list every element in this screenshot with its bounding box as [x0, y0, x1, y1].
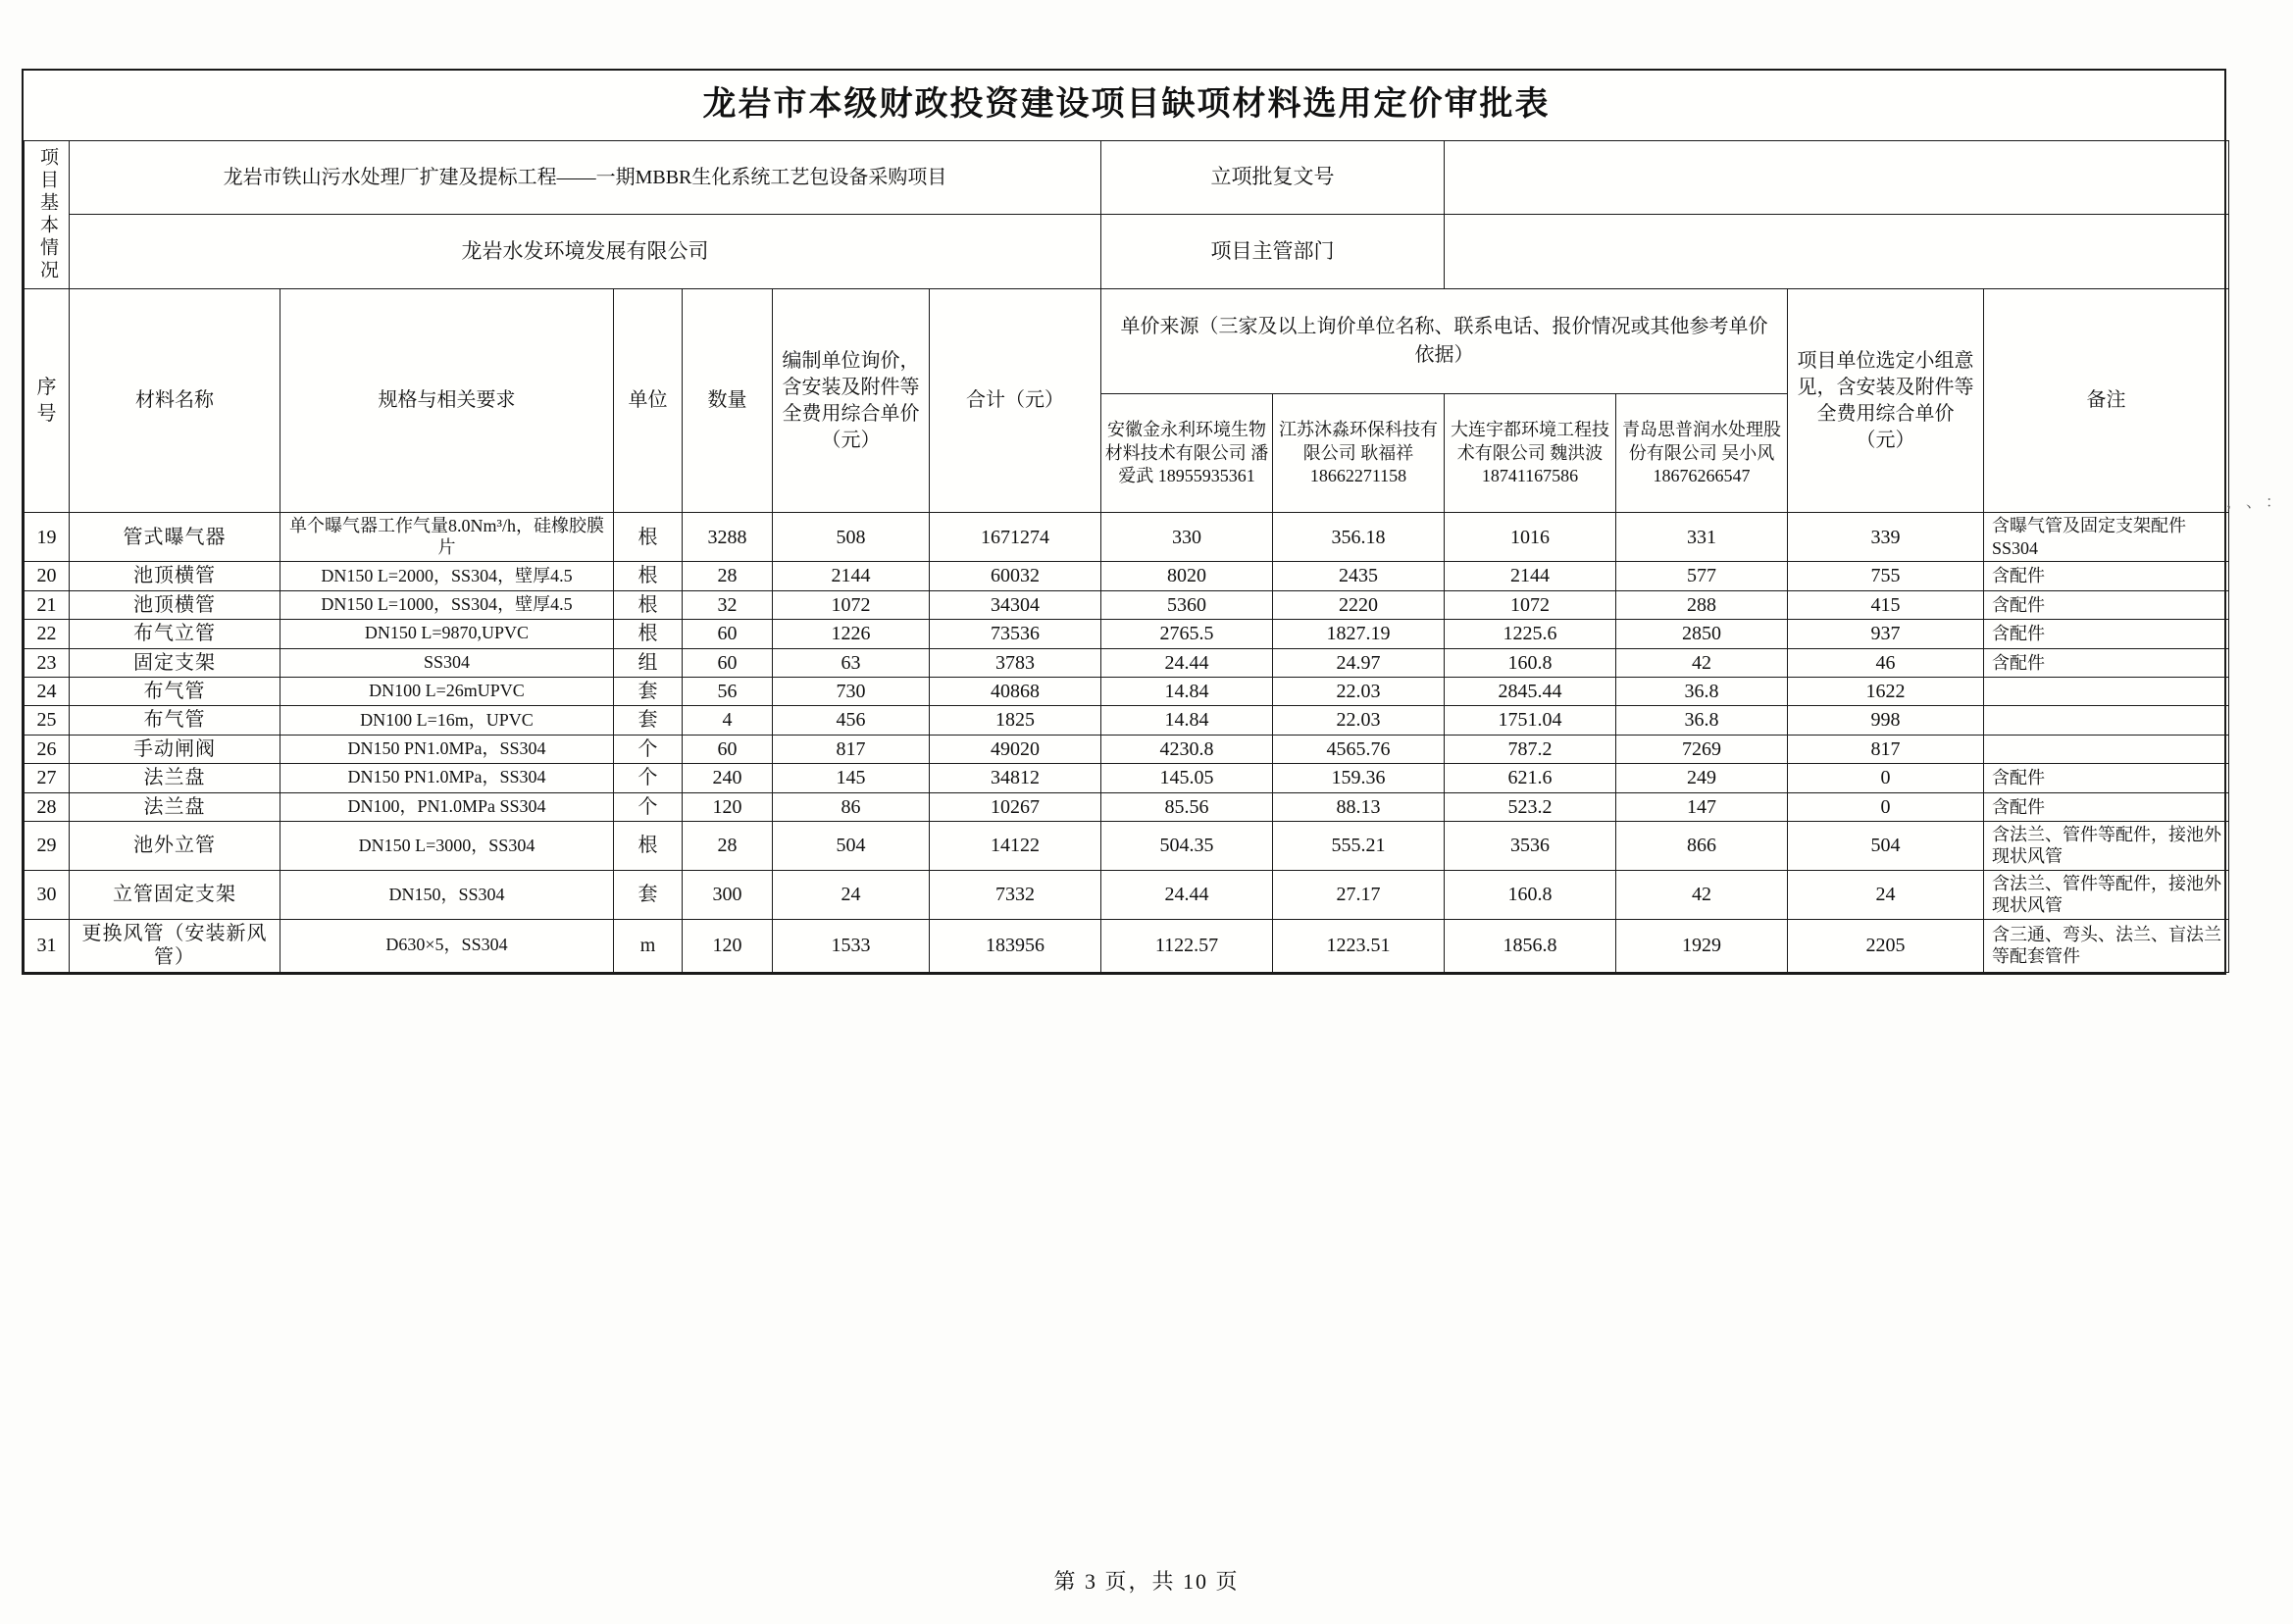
cell-selected-price: 1622	[1788, 678, 1984, 706]
cell-total: 34812	[930, 764, 1101, 792]
header-price-source: 单价来源（三家及以上询价单位名称、联系电话、报价情况或其他参考单价依据）	[1101, 289, 1788, 394]
cell-remark: 含配件	[1984, 792, 2229, 821]
cell-quote-3: 2144	[1445, 562, 1616, 590]
cell-quote-3: 160.8	[1445, 870, 1616, 919]
cell-material-name: 手动闸阀	[70, 735, 280, 763]
cell-quote-2: 88.13	[1273, 792, 1445, 821]
cell-spec: DN150 L=9870,UPVC	[280, 620, 614, 648]
cell-quote-3: 787.2	[1445, 735, 1616, 763]
cell-quote-2: 555.21	[1273, 821, 1445, 870]
cell-unit: 根	[614, 513, 683, 562]
cell-qty: 56	[683, 678, 773, 706]
cell-selected-price: 2205	[1788, 919, 1984, 972]
cell-selected-price: 755	[1788, 562, 1984, 590]
cell-selected-price: 817	[1788, 735, 1984, 763]
cell-total: 73536	[930, 620, 1101, 648]
cell-quote-2: 356.18	[1273, 513, 1445, 562]
cell-qty: 28	[683, 821, 773, 870]
cell-quote-1: 85.56	[1101, 792, 1273, 821]
cell-total: 183956	[930, 919, 1101, 972]
header-remark: 备注	[1984, 289, 2229, 513]
cell-quote-4: 577	[1616, 562, 1788, 590]
cell-qty: 240	[683, 764, 773, 792]
header-total: 合计（元）	[930, 289, 1101, 513]
cell-material-name: 布气管	[70, 678, 280, 706]
cell-seq: 19	[25, 513, 70, 562]
header-comp-unit-price: 编制单位询价，含安装及附件等全费用综合单价（元）	[773, 289, 930, 513]
cell-comp-unit-price: 2144	[773, 562, 930, 590]
table-row	[25, 735, 2229, 763]
table-row	[25, 513, 2229, 562]
cell-comp-unit-price: 1533	[773, 919, 930, 972]
cell-spec: DN150 PN1.0MPa，SS304	[280, 764, 614, 792]
cell-unit: 根	[614, 620, 683, 648]
cell-unit: 根	[614, 821, 683, 870]
cell-spec: DN150 L=3000，SS304	[280, 821, 614, 870]
cell-quote-3: 2845.44	[1445, 678, 1616, 706]
cell-total: 40868	[930, 678, 1101, 706]
cell-quote-1: 14.84	[1101, 678, 1273, 706]
dept-value	[1445, 215, 2229, 289]
project-name-value: 龙岩市铁山污水处理厂扩建及提标工程——一期MBBR生化系统工艺包设备采购项目	[70, 141, 1101, 215]
cell-comp-unit-price: 1226	[773, 620, 930, 648]
cell-quote-3: 1751.04	[1445, 706, 1616, 735]
table-row	[25, 562, 2229, 590]
cell-quote-4: 36.8	[1616, 678, 1788, 706]
cell-selected-price: 415	[1788, 590, 1984, 619]
cell-quote-2: 4565.76	[1273, 735, 1445, 763]
cell-quote-1: 145.05	[1101, 764, 1273, 792]
cell-quote-3: 1225.6	[1445, 620, 1616, 648]
cell-remark: 含法兰、管件等配件，接池外现状风管	[1984, 870, 2229, 919]
cell-remark: 含法兰、管件等配件，接池外现状风管	[1984, 821, 2229, 870]
cell-material-name: 管式曝气器	[70, 513, 280, 562]
cell-remark	[1984, 706, 2229, 735]
cell-qty: 300	[683, 870, 773, 919]
cell-material-name: 更换风管（安装新风管）	[70, 919, 280, 972]
cell-quote-4: 331	[1616, 513, 1788, 562]
cell-comp-unit-price: 508	[773, 513, 930, 562]
cell-selected-price: 504	[1788, 821, 1984, 870]
table-row	[25, 706, 2229, 735]
header-spec: 规格与相关要求	[280, 289, 614, 513]
cell-material-name: 法兰盘	[70, 764, 280, 792]
cell-comp-unit-price: 456	[773, 706, 930, 735]
cell-remark: 含配件	[1984, 764, 2229, 792]
approval-table	[24, 71, 2229, 973]
cell-spec: DN150 L=2000，SS304，壁厚4.5	[280, 562, 614, 590]
cell-quote-2: 159.36	[1273, 764, 1445, 792]
header-material-name: 材料名称	[70, 289, 280, 513]
cell-unit: 组	[614, 648, 683, 677]
cell-unit: 个	[614, 792, 683, 821]
cell-quote-2: 24.97	[1273, 648, 1445, 677]
cell-quote-2: 2220	[1273, 590, 1445, 619]
cell-quote-4: 866	[1616, 821, 1788, 870]
cell-seq: 26	[25, 735, 70, 763]
cell-selected-price: 24	[1788, 870, 1984, 919]
page-title: 龙岩市本级财政投资建设项目缺项材料选用定价审批表	[25, 71, 2229, 141]
cell-selected-price: 0	[1788, 792, 1984, 821]
cell-quote-4: 147	[1616, 792, 1788, 821]
cell-seq: 30	[25, 870, 70, 919]
owner-name-value: 龙岩水发环境发展有限公司	[70, 215, 1101, 289]
cell-material-name: 法兰盘	[70, 792, 280, 821]
cell-spec: DN100，PN1.0MPa SS304	[280, 792, 614, 821]
table-header-row-1	[25, 289, 2229, 394]
cell-quote-2: 1827.19	[1273, 620, 1445, 648]
cell-quote-1: 5360	[1101, 590, 1273, 619]
cell-total: 1671274	[930, 513, 1101, 562]
header-unit: 单位	[614, 289, 683, 513]
table-row	[25, 648, 2229, 677]
cell-comp-unit-price: 1072	[773, 590, 930, 619]
cell-remark: 含三通、弯头、法兰、盲法兰等配套管件	[1984, 919, 2229, 972]
cell-unit: 根	[614, 562, 683, 590]
cell-quote-4: 42	[1616, 648, 1788, 677]
basic-info-row-owner	[25, 215, 2229, 289]
cell-spec: DN150 PN1.0MPa，SS304	[280, 735, 614, 763]
cell-seq: 23	[25, 648, 70, 677]
cell-total: 7332	[930, 870, 1101, 919]
cell-quote-3: 1016	[1445, 513, 1616, 562]
cell-quote-1: 504.35	[1101, 821, 1273, 870]
cell-unit: 套	[614, 706, 683, 735]
cell-quote-4: 7269	[1616, 735, 1788, 763]
cell-spec: SS304	[280, 648, 614, 677]
cell-quote-1: 24.44	[1101, 648, 1273, 677]
cell-qty: 4	[683, 706, 773, 735]
cell-seq: 25	[25, 706, 70, 735]
cell-quote-4: 1929	[1616, 919, 1788, 972]
cell-quote-3: 523.2	[1445, 792, 1616, 821]
cell-quote-1: 4230.8	[1101, 735, 1273, 763]
cell-material-name: 固定支架	[70, 648, 280, 677]
cell-remark	[1984, 678, 2229, 706]
cell-selected-price: 937	[1788, 620, 1984, 648]
cell-spec: DN150，SS304	[280, 870, 614, 919]
header-vendor-4: 青岛思普润水处理股份有限公司 吴小风 18676266547	[1616, 394, 1788, 513]
cell-quote-4: 2850	[1616, 620, 1788, 648]
cell-quote-1: 2765.5	[1101, 620, 1273, 648]
cell-material-name: 池外立管	[70, 821, 280, 870]
table-row	[25, 764, 2229, 792]
header-vendor-1: 安徽金永利环境生物材料技术有限公司 潘爱武 18955935361	[1101, 394, 1273, 513]
cell-quote-3: 621.6	[1445, 764, 1616, 792]
cell-spec: DN150 L=1000，SS304，壁厚4.5	[280, 590, 614, 619]
cell-seq: 28	[25, 792, 70, 821]
table-body	[25, 513, 2229, 972]
cell-quote-2: 22.03	[1273, 678, 1445, 706]
header-seq: 序号	[25, 289, 70, 513]
cell-qty: 32	[683, 590, 773, 619]
approval-doc-value	[1445, 141, 2229, 215]
cell-comp-unit-price: 145	[773, 764, 930, 792]
table-row	[25, 821, 2229, 870]
cell-total: 34304	[930, 590, 1101, 619]
table-row	[25, 792, 2229, 821]
cell-comp-unit-price: 63	[773, 648, 930, 677]
cell-selected-price: 998	[1788, 706, 1984, 735]
cell-quote-3: 1856.8	[1445, 919, 1616, 972]
cell-spec: DN100 L=26mUPVC	[280, 678, 614, 706]
basic-info-row-project	[25, 141, 2229, 215]
cell-total: 14122	[930, 821, 1101, 870]
cell-unit: m	[614, 919, 683, 972]
cell-spec: 单个曝气器工作气量8.0Nm³/h，硅橡胶膜片	[280, 513, 614, 562]
cell-quote-3: 160.8	[1445, 648, 1616, 677]
cell-spec: DN100 L=16m，UPVC	[280, 706, 614, 735]
cell-quote-4: 288	[1616, 590, 1788, 619]
cell-comp-unit-price: 730	[773, 678, 930, 706]
cell-seq: 24	[25, 678, 70, 706]
cell-selected-price: 339	[1788, 513, 1984, 562]
cell-total: 49020	[930, 735, 1101, 763]
cell-remark: 含曝气管及固定支架配件SS304	[1984, 513, 2229, 562]
table-row	[25, 590, 2229, 619]
cell-total: 10267	[930, 792, 1101, 821]
cell-material-name: 池顶横管	[70, 590, 280, 619]
page-footer: 第 3 页，共 10 页	[1053, 1569, 1240, 1594]
cell-remark: 含配件	[1984, 620, 2229, 648]
cell-quote-1: 330	[1101, 513, 1273, 562]
cell-material-name: 布气管	[70, 706, 280, 735]
cell-quote-2: 2435	[1273, 562, 1445, 590]
cell-quote-3: 3536	[1445, 821, 1616, 870]
cell-comp-unit-price: 24	[773, 870, 930, 919]
basic-info-vertical-label: 项目基本情况	[25, 141, 70, 289]
cell-comp-unit-price: 504	[773, 821, 930, 870]
cell-qty: 120	[683, 919, 773, 972]
cell-selected-price: 46	[1788, 648, 1984, 677]
cell-quote-3: 1072	[1445, 590, 1616, 619]
margin-annotation: ， 、 ：	[2225, 494, 2281, 511]
cell-seq: 21	[25, 590, 70, 619]
cell-seq: 31	[25, 919, 70, 972]
cell-quote-4: 36.8	[1616, 706, 1788, 735]
cell-material-name: 池顶横管	[70, 562, 280, 590]
cell-seq: 22	[25, 620, 70, 648]
table-row	[25, 678, 2229, 706]
cell-quote-1: 14.84	[1101, 706, 1273, 735]
cell-quote-2: 22.03	[1273, 706, 1445, 735]
table-row	[25, 870, 2229, 919]
cell-qty: 60	[683, 648, 773, 677]
cell-quote-2: 27.17	[1273, 870, 1445, 919]
cell-unit: 个	[614, 764, 683, 792]
cell-quote-1: 8020	[1101, 562, 1273, 590]
table-row	[25, 919, 2229, 972]
cell-total: 1825	[930, 706, 1101, 735]
table-row	[25, 620, 2229, 648]
cell-qty: 3288	[683, 513, 773, 562]
cell-qty: 60	[683, 735, 773, 763]
cell-seq: 20	[25, 562, 70, 590]
header-vendor-3: 大连宇都环境工程技术有限公司 魏洪波 18741167586	[1445, 394, 1616, 513]
dept-label: 项目主管部门	[1101, 215, 1445, 289]
cell-total: 3783	[930, 648, 1101, 677]
cell-unit: 根	[614, 590, 683, 619]
cell-total: 60032	[930, 562, 1101, 590]
cell-seq: 29	[25, 821, 70, 870]
cell-qty: 120	[683, 792, 773, 821]
cell-quote-4: 249	[1616, 764, 1788, 792]
header-qty: 数量	[683, 289, 773, 513]
cell-comp-unit-price: 86	[773, 792, 930, 821]
cell-material-name: 布气立管	[70, 620, 280, 648]
cell-qty: 60	[683, 620, 773, 648]
cell-remark	[1984, 735, 2229, 763]
cell-remark: 含配件	[1984, 562, 2229, 590]
header-vendor-2: 江苏沐淼环保科技有限公司 耿福祥 18662271158	[1273, 394, 1445, 513]
cell-remark: 含配件	[1984, 648, 2229, 677]
cell-spec: D630×5，SS304	[280, 919, 614, 972]
cell-remark: 含配件	[1984, 590, 2229, 619]
title-row	[25, 71, 2229, 141]
cell-qty: 28	[683, 562, 773, 590]
approval-doc-label: 立项批复文号	[1101, 141, 1445, 215]
approval-form-sheet	[22, 69, 2226, 975]
cell-comp-unit-price: 817	[773, 735, 930, 763]
cell-unit: 套	[614, 870, 683, 919]
cell-quote-4: 42	[1616, 870, 1788, 919]
header-selected-price: 项目单位选定小组意见，含安装及附件等全费用综合单价（元）	[1788, 289, 1984, 513]
cell-quote-2: 1223.51	[1273, 919, 1445, 972]
cell-unit: 套	[614, 678, 683, 706]
cell-seq: 27	[25, 764, 70, 792]
cell-unit: 个	[614, 735, 683, 763]
cell-material-name: 立管固定支架	[70, 870, 280, 919]
cell-quote-1: 1122.57	[1101, 919, 1273, 972]
cell-selected-price: 0	[1788, 764, 1984, 792]
cell-quote-1: 24.44	[1101, 870, 1273, 919]
